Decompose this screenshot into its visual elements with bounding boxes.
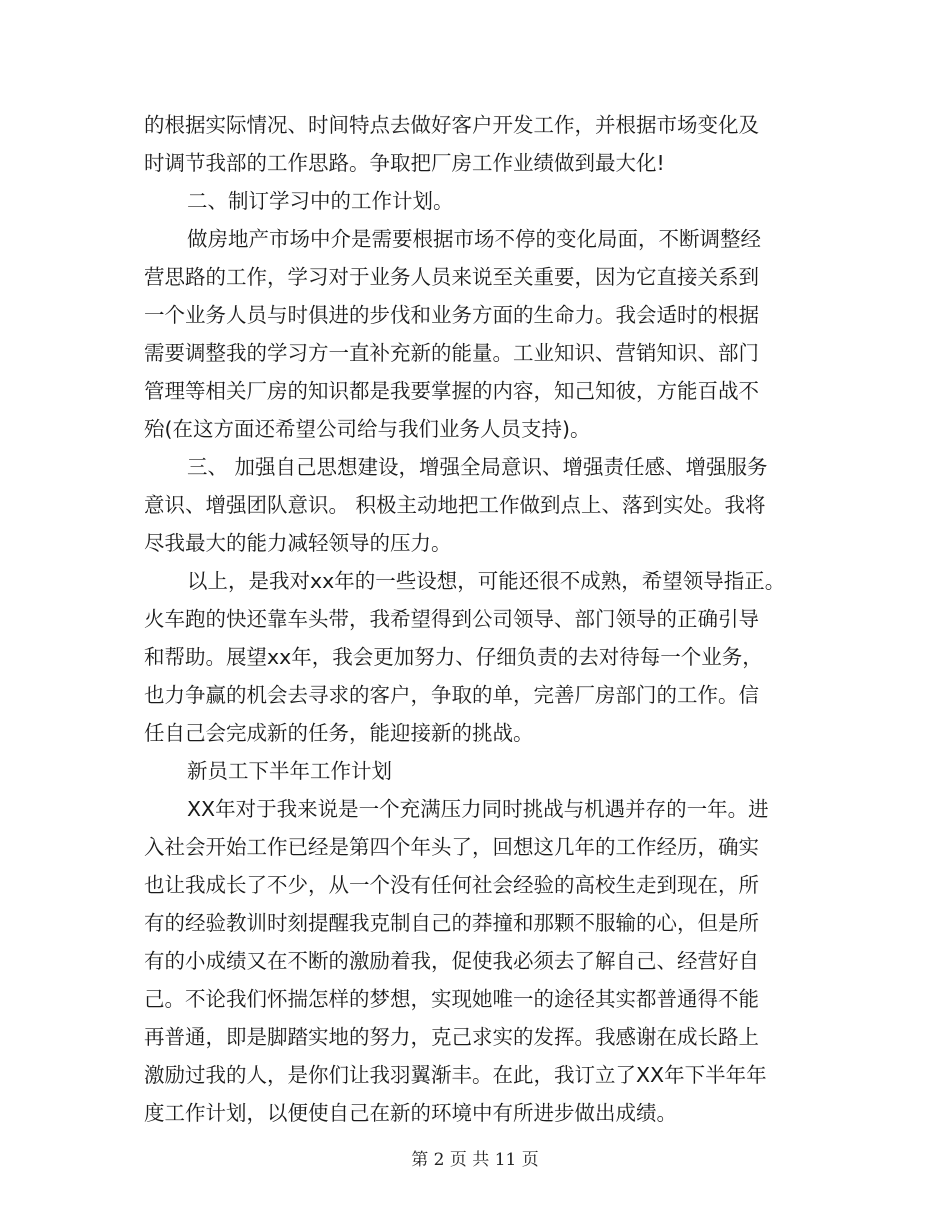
text-line: 新员工下半年工作计划	[187, 759, 392, 783]
text-line: 有的经验教训时刻提醒我克制自己的莽撞和那颗不服输的心，但是所	[144, 911, 759, 935]
text-line: 也让我成长了不少，从一个没有任何社会经验的高校生走到现在，所	[144, 873, 759, 897]
text-line: 二、制订学习中的工作计划。	[187, 189, 454, 213]
text-line: 也力争赢的机会去寻求的客户，争取的单，完善厂房部门的工作。信	[144, 683, 759, 707]
text-line: 一个业务人员与时俱进的步伐和业务方面的生命力。我会适时的根据	[144, 303, 759, 327]
text-line: 任自己会完成新的任务，能迎接新的挑战。	[144, 721, 534, 745]
text-line: 再普通，即是脚踏实地的努力，克己求实的发挥。我感谢在成长路上	[144, 1025, 759, 1049]
text-line: 度工作计划，以便使自己在新的环境中有所进步做出成绩。	[144, 1101, 677, 1125]
text-line: 意识、增强团队意识。 积极主动地把工作做到点上、落到实处。我将	[144, 493, 766, 517]
page-footer: 第 2 页 共 11 页	[411, 1150, 539, 1170]
text-line: 时调节我部的工作思路。争取把厂房工作业绩做到最大化!	[144, 151, 665, 175]
text-line: 激励过我的人，是你们让我羽翼渐丰。在此，我订立了XX年下半年年	[144, 1063, 767, 1087]
text-line: 和帮助。展望xx年，我会更加努力、仔细负责的去对待每一个业务，	[144, 645, 763, 669]
text-line: 火车跑的快还靠车头带，我希望得到公司领导、部门领导的正确引导	[144, 607, 759, 631]
text-line: 有的小成绩又在不断的激励着我，促使我必须去了解自己、经营好自	[144, 949, 759, 973]
text-line: 三、 加强自己思想建设，增强全局意识、增强责任感、增强服务	[187, 455, 768, 479]
text-line: 殆(在这方面还希望公司给与我们业务人员支持)。	[144, 417, 591, 441]
text-line: 营思路的工作，学习对于业务人员来说至关重要，因为它直接关系到	[144, 265, 759, 289]
document-body	[144, 106, 824, 1132]
text-line: 以上，是我对xx年的一些设想，可能还很不成熟，希望领导指正。	[187, 569, 786, 593]
text-line: 的根据实际情况、时间特点去做好客户开发工作，并根据市场变化及	[144, 113, 759, 137]
text-line: 入社会开始工作已经是第四个年头了，回想这几年的工作经历，确实	[144, 835, 759, 859]
text-line: 管理等相关厂房的知识都是我要掌握的内容，知己知彼，方能百战不	[144, 379, 759, 403]
text-line: 需要调整我的学习方一直补充新的能量。工业知识、营销知识、部门	[144, 341, 759, 365]
text-line: XX年对于我来说是一个充满压力同时挑战与机遇并存的一年。进	[187, 797, 769, 821]
text-line: 己。不论我们怀揣怎样的梦想，实现她唯一的途径其实都普通得不能	[144, 987, 759, 1011]
text-line: 尽我最大的能力减轻领导的压力。	[144, 531, 452, 555]
text-line: 做房地产市场中介是需要根据市场不停的变化局面，不断调整经	[187, 227, 761, 251]
